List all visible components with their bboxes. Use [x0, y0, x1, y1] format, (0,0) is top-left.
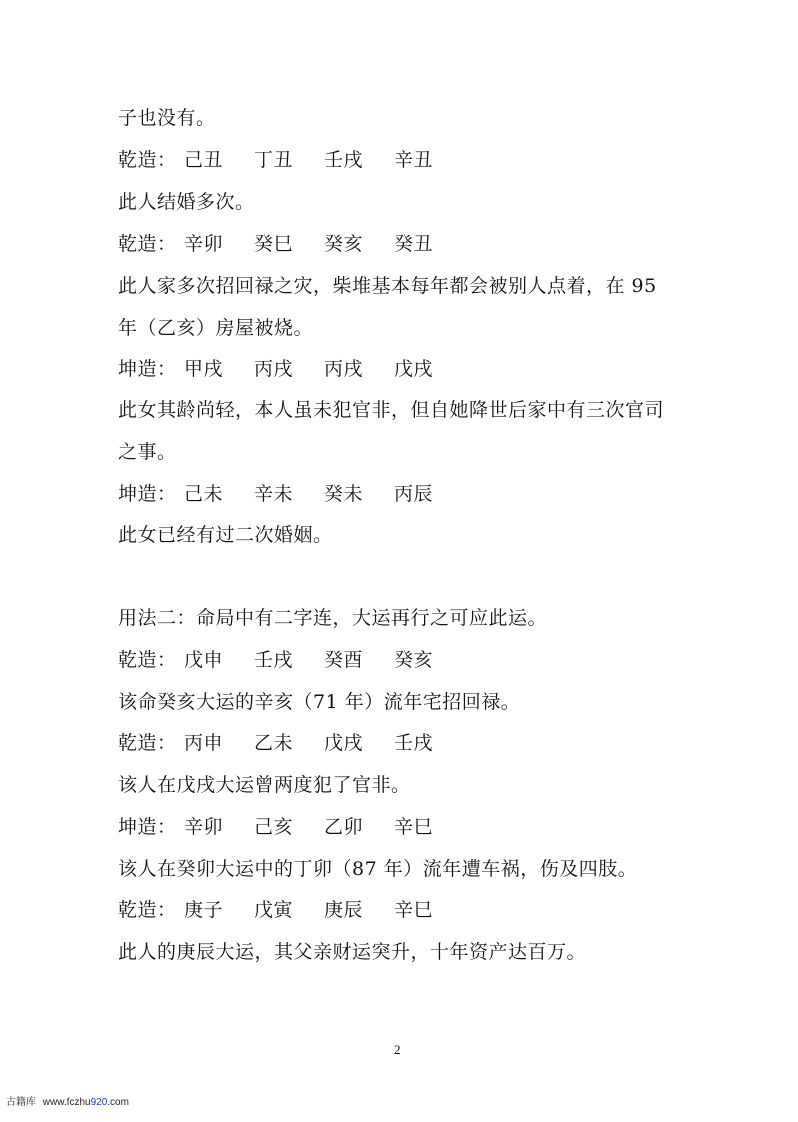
text-line: 年（乙亥）房屋被烧。 — [118, 317, 314, 339]
pillar: 甲戌 — [184, 358, 224, 380]
pillar: 辛未 — [254, 483, 294, 505]
pillar: 辛丑 — [394, 149, 434, 171]
pillar: 辛巳 — [394, 816, 434, 838]
pillar: 戊申 — [184, 649, 224, 671]
text-line: 此人家多次招回禄之灾，柴堆基本每年都会被别人点着，在 95 — [118, 275, 657, 297]
pillar: 癸丑 — [394, 233, 434, 255]
pillar: 庚辰 — [324, 899, 364, 921]
text-line: 此女已经有过二次婚姻。 — [118, 524, 333, 546]
pillar: 壬戌 — [394, 732, 434, 754]
chart-label: 乾造： — [118, 899, 177, 921]
text-line: 该人在戊戌大运曾两度犯了官非。 — [118, 774, 411, 796]
footer-watermark — [6, 1097, 129, 1109]
pillar: 辛巳 — [394, 899, 434, 921]
bazi-chart — [118, 731, 464, 755]
chart-label: 坤造： — [118, 483, 177, 505]
pillar: 乙未 — [254, 732, 294, 754]
page-number: 2 — [394, 1042, 401, 1057]
pillar: 癸巳 — [254, 233, 294, 255]
text-line: 此人结婚多次。 — [118, 191, 255, 213]
bazi-chart — [118, 357, 464, 381]
pillar: 癸未 — [324, 483, 364, 505]
chart-label: 乾造： — [118, 233, 177, 255]
pillar: 辛卯 — [184, 816, 224, 838]
pillar: 庚子 — [184, 899, 224, 921]
pillar: 丁丑 — [254, 149, 294, 171]
site-name: 古籍库 — [6, 1097, 36, 1108]
site-url[interactable] — [43, 1097, 129, 1108]
pillar: 戊戌 — [324, 732, 364, 754]
bazi-chart — [118, 148, 464, 172]
bazi-chart — [118, 815, 464, 839]
url-accent: 920 — [90, 1097, 108, 1108]
bazi-chart — [118, 482, 464, 506]
pillar: 己亥 — [254, 816, 294, 838]
pillar: 乙卯 — [324, 816, 364, 838]
url-prefix: www.fczhu — [42, 1097, 91, 1108]
pillar: 丙戌 — [324, 358, 364, 380]
text-line: 该命癸亥大运的辛亥（71 年）流年宅招回禄。 — [118, 691, 521, 713]
pillar: 壬戌 — [254, 649, 294, 671]
pillar: 己未 — [184, 483, 224, 505]
bazi-chart — [118, 898, 464, 922]
pillar: 戊寅 — [254, 899, 294, 921]
pillar: 癸亥 — [324, 233, 364, 255]
chart-label: 乾造： — [118, 149, 177, 171]
chart-label: 坤造： — [118, 816, 177, 838]
text-line: 子也没有。 — [118, 107, 216, 129]
text-line: 该人在癸卯大运中的丁卯（87 年）流年遭车祸，伤及四肢。 — [118, 858, 638, 880]
url-suffix: .com — [107, 1097, 129, 1108]
pillar: 辛卯 — [184, 233, 224, 255]
section-heading: 用法二：命局中有二字连，大运再行之可应此运。 — [118, 607, 548, 629]
text-line: 之事。 — [118, 441, 177, 463]
pillar: 壬戌 — [324, 149, 364, 171]
chart-label: 乾造： — [118, 732, 177, 754]
chart-label: 坤造： — [118, 358, 177, 380]
bazi-chart — [118, 648, 464, 672]
chart-label: 乾造： — [118, 649, 177, 671]
pillar: 癸亥 — [394, 649, 434, 671]
pillar: 癸酉 — [324, 649, 364, 671]
text-line: 此女其龄尚轻，本人虽未犯官非，但自她降世后家中有三次官司 — [118, 399, 665, 421]
text-line: 此人的庚辰大运，其父亲财运突升，十年资产达百万。 — [118, 941, 587, 963]
pillar: 丙辰 — [394, 483, 434, 505]
bazi-chart — [118, 232, 464, 256]
pillar: 己丑 — [184, 149, 224, 171]
pillar: 丙申 — [184, 732, 224, 754]
pillar: 丙戌 — [254, 358, 294, 380]
pillar: 戊戌 — [394, 358, 434, 380]
